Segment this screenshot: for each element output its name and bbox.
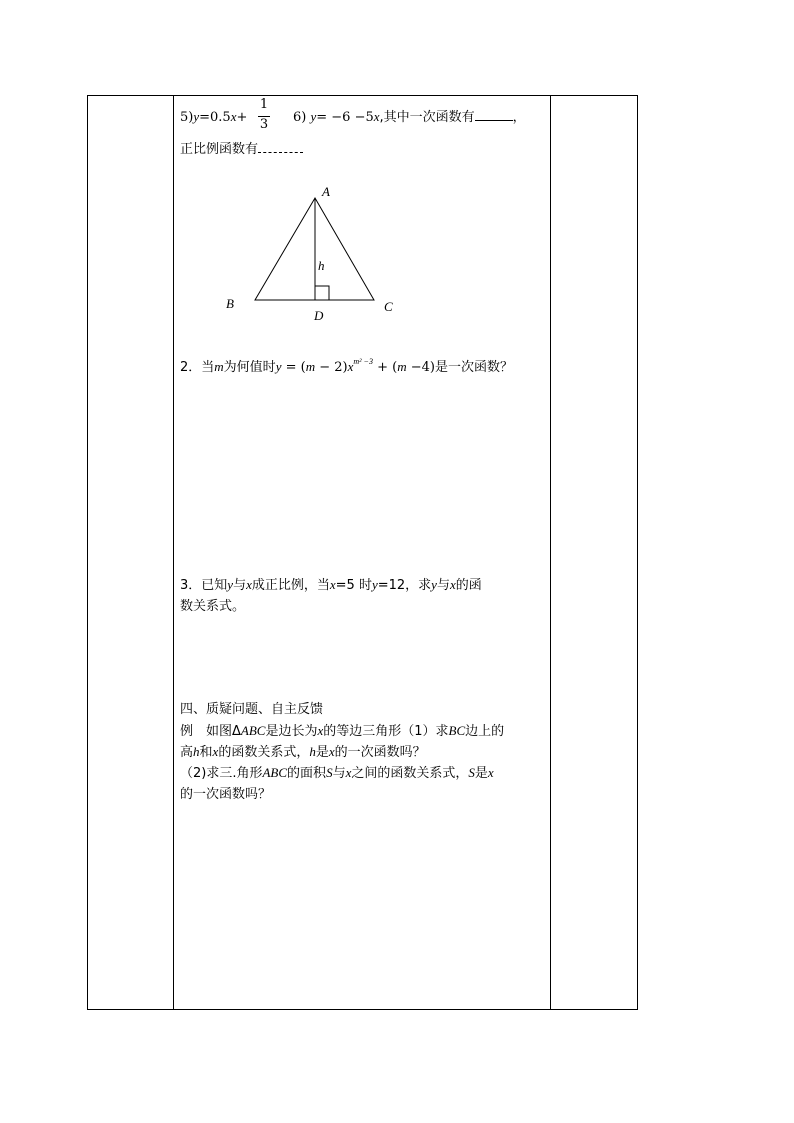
vertex-b-label: B	[226, 296, 234, 311]
item6-label: 6)	[293, 110, 307, 125]
q3-y2: y	[371, 577, 378, 592]
column-divider-2	[550, 96, 551, 1009]
l2-x3: x	[328, 744, 335, 759]
q2-eq: = (	[281, 360, 306, 375]
vertex-a-label: A	[322, 184, 330, 199]
l3-c: 与	[332, 766, 346, 781]
l3-x5: x	[487, 765, 494, 780]
example-line1	[180, 722, 504, 741]
q2-x: x	[347, 359, 354, 374]
q2-text2: 是一次函数？	[434, 360, 513, 375]
item5-coef: =0.5	[199, 110, 231, 125]
ex-a: 例 如图Δ	[180, 724, 241, 739]
triangle-figure	[220, 180, 410, 325]
column-divider-1	[173, 96, 174, 1009]
q3-y1: y	[227, 577, 234, 592]
q3-g: 的函	[455, 578, 482, 593]
point-d-label: D	[314, 308, 324, 323]
ex-bc: BC	[448, 723, 466, 738]
l3-e: 是	[474, 766, 488, 781]
example-line3	[180, 764, 494, 783]
l2-h1: h	[193, 744, 200, 759]
fraction-denominator: 3	[259, 117, 269, 132]
q2-text1: 为何值时	[223, 360, 276, 375]
q2-minus4: −4)	[406, 360, 435, 375]
l2-a: 高	[180, 745, 194, 760]
item6-x: x	[373, 109, 380, 124]
l3-x4: x	[345, 765, 352, 780]
vertex-c-label: C	[384, 299, 393, 314]
l2-x2: x	[212, 744, 219, 759]
item6-line	[293, 108, 526, 127]
l3-b: 的面积	[287, 766, 327, 781]
q2-y: y	[275, 359, 282, 374]
q2-var-m: m	[214, 359, 224, 374]
l3-abc2: ABC	[262, 765, 288, 780]
fraction-numerator: 1	[259, 97, 269, 112]
right-angle-mark	[315, 286, 329, 300]
item5-label: 5)	[180, 110, 194, 125]
q2-exponent: m² −3	[353, 357, 373, 366]
q3-d: =5 时	[335, 578, 372, 593]
q3-b: 与	[233, 578, 247, 593]
q3-y3: y	[431, 577, 437, 592]
item5-x: x	[230, 109, 237, 124]
l3-a: （2)求三.角形	[180, 766, 263, 781]
l2-d: 是	[315, 745, 329, 760]
ex-d: 边上的	[465, 724, 505, 739]
q2-m1: m	[305, 359, 316, 374]
question-3-line1	[180, 576, 482, 595]
q2-plus: + (	[372, 360, 398, 375]
q2-minus2: − 2)	[315, 360, 348, 375]
question-3-line2: 数关系式。	[180, 599, 246, 614]
q3-x2: x	[329, 577, 336, 592]
ex-abc1: ABC	[240, 723, 266, 738]
example-line2	[180, 743, 426, 762]
section-4-heading: 四、质疑问题、自主反馈	[180, 702, 324, 717]
linear-function-blank[interactable]	[475, 120, 513, 121]
item5-plus: +	[236, 110, 248, 125]
l3-d: 之间的函数关系式，	[351, 766, 469, 781]
item6-y: y	[310, 109, 317, 124]
q3-a: 3．已知	[180, 578, 228, 593]
l3-s1: S	[326, 765, 333, 780]
l2-h2: h	[309, 744, 316, 759]
q3-f: 与	[436, 578, 450, 593]
ex-c: 的等边三角形（1）求	[323, 724, 449, 739]
item5-y: y	[193, 109, 200, 124]
item6-coef: = −6 −5	[316, 110, 374, 125]
height-h-label: h	[318, 258, 325, 273]
ex-x1: x	[317, 723, 324, 738]
example-line4: 的一次函数吗？	[180, 787, 272, 802]
item6-tail: ，	[512, 110, 526, 125]
item6-text: ,其中一次函数有	[379, 110, 475, 125]
proportional-text: 正比例函数有	[180, 142, 259, 157]
q3-x3: x	[449, 577, 456, 592]
proportional-blank[interactable]	[258, 152, 303, 153]
q2-number: 2．当	[180, 360, 215, 375]
q3-x1: x	[246, 577, 252, 592]
proportional-line	[180, 141, 303, 159]
l2-c: 的函数关系式，	[218, 745, 310, 760]
ex-b: 是边长为	[265, 724, 318, 739]
question-2	[180, 358, 513, 378]
q2-m2: m	[397, 359, 407, 374]
q3-c: 成正比例，当	[251, 578, 330, 593]
l3-s2: S	[468, 765, 475, 780]
l2-b: 和	[199, 745, 213, 760]
item5-line	[180, 108, 247, 127]
q3-e: =12，求	[377, 578, 432, 593]
l2-e: 的一次函数吗？	[334, 745, 426, 760]
